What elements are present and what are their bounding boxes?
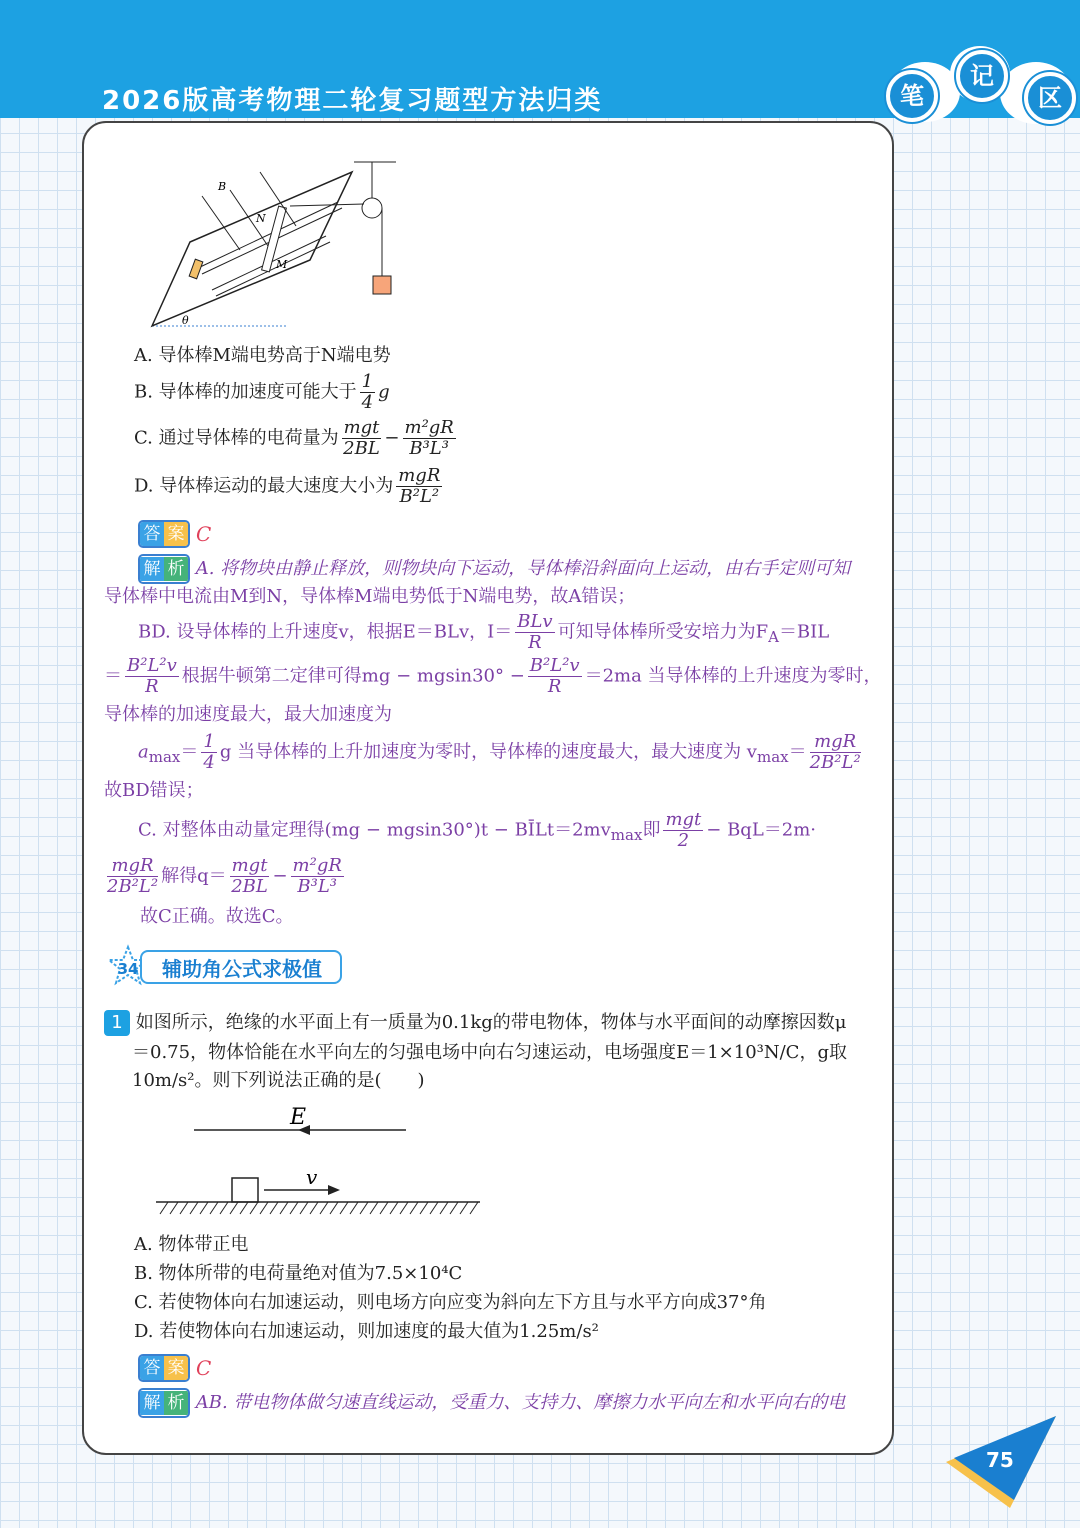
solution-line-3: BD. 设导体棒的上升速度v，根据E＝BLv，I＝ $\frac{\text{BLv}}{R}$ 可知导体棒所受安培力为$F_A=BIL$ — [138, 611, 830, 653]
section-title: 辅助角公式求极值 — [140, 950, 342, 984]
prev-option-a: A. 导体棒M端电势高于N端电势 — [134, 345, 391, 366]
ground-hatching — [160, 1202, 478, 1214]
solution-line-10: 故C正确。故选C。 — [140, 906, 294, 927]
answer-value: C — [196, 522, 212, 546]
q1-option-b: B. 物体所带的电荷量绝对值为7.5×10⁴C — [134, 1263, 463, 1284]
q1-answer-row — [138, 1354, 211, 1382]
solution-line-1: 解 析 A. 将物块由静止释放，则物块向下运动，导体棒沿斜面向上运动，由右手定则可知 — [138, 554, 850, 584]
solution-line-6: $a_{max}=$ $\frac{1}{4}$ g 当导体棒的上升加速度为零时，导体棒的速度最大，最大速度为 $v_{max}=$ $\frac{\text{mgR}}{\text{2B²L²}}$ — [138, 731, 861, 773]
prev-answer-row — [138, 520, 211, 548]
q1-line-3: 10m/s²。则下列说法正确的是( ) — [132, 1070, 425, 1091]
solution-line-9: $\frac{\text{mgR}}{\text{2B²L²}}$ 解得q＝ $\frac{\text{mgt}}{2BL}$ − $\frac{\text{m²gR}}{\text{B³L³}}$ — [107, 855, 342, 897]
q1-line-1: 1 如图所示，绝缘的水平面上有一质量为0.1kg的带电物体，物体与水平面间的动摩擦因数μ — [104, 1010, 847, 1036]
note-area-badge — [880, 40, 1080, 130]
solution-line-7: 故BD错误； — [104, 780, 204, 801]
incline-plane — [152, 172, 352, 326]
q1-option-a: A. 物体带正电 — [134, 1234, 249, 1255]
pulley — [362, 198, 382, 218]
rope — [290, 204, 364, 206]
solution-line-8: C. 对整体由动量定理得$(mg - mgsin30^\circ)t - BĪLt=2mv_{max}$即 $\frac{\text{mgt}}{2}$ − BqL＝2m· — [138, 809, 817, 851]
q1-option-d: D. 若使物体向右加速运动，则加速度的最大值为1.25m/s² — [134, 1321, 599, 1342]
label-B: B — [218, 180, 227, 193]
incline-figure — [140, 150, 410, 340]
velocity-arrow-right — [328, 1185, 340, 1195]
hanging-block — [373, 276, 391, 294]
prev-option-c: C. 通过导体棒的电荷量为 $\frac{\text{mgt}}{2BL}$ − $\frac{\text{m²gR}}{\text{B³L³}}$ — [134, 417, 454, 459]
field-figure — [150, 1100, 490, 1220]
section-number: 34 — [117, 960, 139, 978]
q1-option-c: C. 若使物体向右加速运动，则电场方向应变为斜向左下方且与水平方向成37°角 — [134, 1292, 767, 1313]
analysis-tag: 解 析 — [138, 1388, 190, 1418]
note-char-3: 区 — [1024, 72, 1076, 124]
charged-block — [232, 1178, 258, 1202]
note-char-1: 笔 — [886, 70, 938, 122]
answer-value: C — [196, 1356, 212, 1380]
answer-tag: 答 案 — [138, 1354, 190, 1382]
label-theta: θ — [182, 314, 189, 327]
page-number: 75 — [986, 1448, 1014, 1472]
q1-solution-line-1: 解 析 AB. 带电物体做匀速直线运动，受重力、支持力、摩擦力水平向左和水平向右的电 — [138, 1388, 845, 1418]
label-N: N — [256, 212, 266, 225]
solution-line-2: 导体棒中电流由M到N，导体棒M端电势低于N端电势，故A错误； — [104, 586, 636, 607]
question-number: 1 — [104, 1010, 130, 1036]
label-v: v — [306, 1165, 318, 1189]
note-char-2: 记 — [956, 50, 1008, 102]
analysis-tag: 解 析 — [138, 554, 190, 584]
prev-option-d: D. 导体棒运动的最大速度大小为 $\frac{\text{mgR}}{\text{B²L²}}$ — [134, 465, 441, 507]
answer-tag: 答 案 — [138, 520, 190, 548]
solution-line-5: 导体棒的加速度最大，最大加速度为 — [104, 704, 392, 725]
label-E: E — [290, 1105, 307, 1130]
book-title: 2026版高考物理二轮复习题型方法归类 — [102, 86, 603, 116]
resistor — [189, 259, 203, 279]
q1-line-2: ＝0.75，物体恰能在水平向左的匀强电场中向右匀速运动，电场强度E＝1×10³N/C，g取 — [132, 1042, 847, 1063]
label-M: M — [276, 258, 288, 271]
prev-option-b: B. 导体棒的加速度可能大于 $\frac{1}{4}$ g — [134, 371, 390, 413]
solution-line-4: ＝ $\frac{\text{B²L²v}}{R}$ 根据牛顿第二定律可得mg − mgsin30° − $\frac{\text{B²L²v}}{R}$ ＝2ma 当导体棒的上升速度为零时， — [104, 655, 882, 697]
